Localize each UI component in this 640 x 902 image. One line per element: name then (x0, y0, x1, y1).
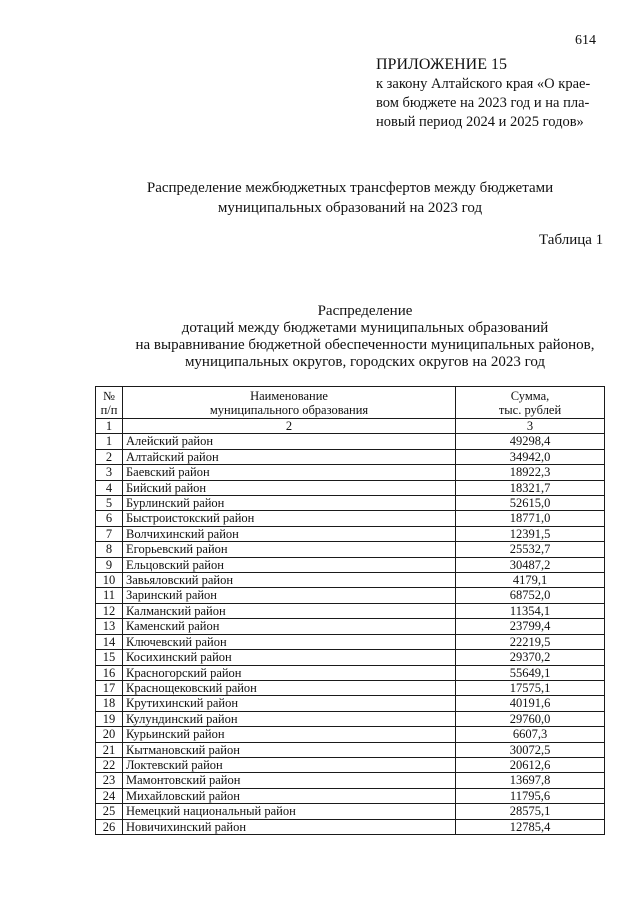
row-sum-cell: 4179,1 (456, 573, 605, 588)
table-title (60, 303, 640, 371)
row-name-cell: Михайловский район (123, 788, 456, 803)
row-number-cell: 23 (96, 773, 123, 788)
row-sum-cell: 34942,0 (456, 449, 605, 464)
row-number-cell: 26 (96, 819, 123, 834)
table-title-line: муниципальных округов, городских округов на 2023 год (184, 354, 546, 370)
document-title (60, 178, 640, 218)
row-name-cell: Локтевский район (123, 757, 456, 772)
row-name-cell: Мамонтовский район (123, 773, 456, 788)
row-sum-cell: 11354,1 (456, 603, 605, 618)
table-row (96, 603, 605, 618)
row-number-cell: 16 (96, 665, 123, 680)
row-name-cell: Заринский район (123, 588, 456, 603)
row-name-cell: Бурлинский район (123, 496, 456, 511)
row-number-cell: 14 (96, 634, 123, 649)
row-name-cell: Крутихинский район (123, 696, 456, 711)
row-number-cell: 5 (96, 496, 123, 511)
row-sum-cell: 28575,1 (456, 804, 605, 819)
row-sum-cell: 12785,4 (456, 819, 605, 834)
row-number-cell: 13 (96, 619, 123, 634)
header-number-line: п/п (100, 403, 118, 417)
table-row (96, 742, 605, 757)
table-title-line: Распределение (317, 303, 413, 319)
header-name-line: муниципального образования (209, 403, 369, 417)
row-number-cell: 22 (96, 757, 123, 772)
row-number-cell: 9 (96, 557, 123, 572)
row-number-cell: 8 (96, 542, 123, 557)
row-name-cell: Кулундинский район (123, 711, 456, 726)
row-number-cell: 24 (96, 788, 123, 803)
table-row (96, 511, 605, 526)
header-number (96, 387, 123, 419)
row-number-cell: 20 (96, 727, 123, 742)
row-number-cell: 12 (96, 603, 123, 618)
row-sum-cell: 25532,7 (456, 542, 605, 557)
row-number-cell: 17 (96, 680, 123, 695)
row-name-cell: Алейский район (123, 434, 456, 449)
row-sum-cell: 23799,4 (456, 619, 605, 634)
row-sum-cell: 18771,0 (456, 511, 605, 526)
table-row (96, 557, 605, 572)
row-name-cell: Алтайский район (123, 449, 456, 464)
row-number-cell: 25 (96, 804, 123, 819)
table-row (96, 588, 605, 603)
row-sum-cell: 18321,7 (456, 480, 605, 495)
table-row (96, 496, 605, 511)
row-number-cell: 1 (96, 434, 123, 449)
row-name-cell: Быстроистокский район (123, 511, 456, 526)
table-row (96, 465, 605, 480)
appendix-line: к закону Алтайского края «О крае- (376, 76, 591, 92)
row-name-cell: Ключевский район (123, 634, 456, 649)
column-index-cell: 1 (96, 419, 123, 434)
row-sum-cell: 49298,4 (456, 434, 605, 449)
row-name-cell: Калманский район (123, 603, 456, 618)
row-sum-cell: 30487,2 (456, 557, 605, 572)
row-name-cell: Завьяловский район (123, 573, 456, 588)
row-name-cell: Егорьевский район (123, 542, 456, 557)
column-index-row (96, 419, 605, 434)
table-row (96, 696, 605, 711)
table-row (96, 804, 605, 819)
row-name-cell: Бийский район (123, 480, 456, 495)
header-sum-line: тыс. рублей (498, 403, 562, 417)
row-sum-cell: 18922,3 (456, 465, 605, 480)
table-row (96, 434, 605, 449)
header-number-line: № (103, 389, 115, 403)
table-row (96, 665, 605, 680)
appendix-title: ПРИЛОЖЕНИЕ 15 (376, 56, 508, 73)
table-row (96, 573, 605, 588)
table-header-row (96, 387, 605, 419)
page-number: 614 (575, 33, 596, 48)
table-row (96, 711, 605, 726)
row-number-cell: 10 (96, 573, 123, 588)
table-row (96, 634, 605, 649)
table-title-line: дотаций между бюджетами муниципальных образований (181, 320, 549, 336)
table-row (96, 449, 605, 464)
row-name-cell: Волчихинский район (123, 526, 456, 541)
header-name (123, 387, 456, 419)
row-name-cell: Кытмановский район (123, 742, 456, 757)
row-sum-cell: 40191,6 (456, 696, 605, 711)
row-number-cell: 2 (96, 449, 123, 464)
row-name-cell: Немецкий национальный район (123, 804, 456, 819)
table-row (96, 757, 605, 772)
row-sum-cell: 13697,8 (456, 773, 605, 788)
row-sum-cell: 20612,6 (456, 757, 605, 772)
column-index-cell: 3 (456, 419, 605, 434)
appendix-line: новый период 2024 и 2025 годов» (376, 114, 584, 130)
table-label: Таблица 1 (539, 232, 604, 248)
header-name-line: Наименование (250, 389, 328, 403)
row-sum-cell: 17575,1 (456, 680, 605, 695)
table-row (96, 680, 605, 695)
table-row (96, 819, 605, 834)
row-name-cell: Ельцовский район (123, 557, 456, 572)
table-row (96, 788, 605, 803)
distribution-table (95, 386, 605, 835)
row-sum-cell: 55649,1 (456, 665, 605, 680)
row-name-cell: Баевский район (123, 465, 456, 480)
table-row (96, 773, 605, 788)
row-number-cell: 11 (96, 588, 123, 603)
document-title-line: муниципальных образований на 2023 год (217, 200, 483, 216)
row-name-cell: Каменский район (123, 619, 456, 634)
row-number-cell: 3 (96, 465, 123, 480)
table-title-line: на выравнивание бюджетной обеспеченности муниципальных районов, (135, 337, 595, 353)
row-sum-cell: 52615,0 (456, 496, 605, 511)
document-title-line: Распределение межбюджетных трансфертов между бюджетами (146, 180, 554, 196)
row-number-cell: 4 (96, 480, 123, 495)
row-name-cell: Новичихинский район (123, 819, 456, 834)
row-number-cell: 7 (96, 526, 123, 541)
row-sum-cell: 29760,0 (456, 711, 605, 726)
table-row (96, 650, 605, 665)
row-sum-cell: 11795,6 (456, 788, 605, 803)
table-row (96, 619, 605, 634)
column-index-cell: 2 (123, 419, 456, 434)
row-name-cell: Косихинский район (123, 650, 456, 665)
row-sum-cell: 68752,0 (456, 588, 605, 603)
row-sum-cell: 22219,5 (456, 634, 605, 649)
row-sum-cell: 6607,3 (456, 727, 605, 742)
table-row (96, 480, 605, 495)
row-sum-cell: 30072,5 (456, 742, 605, 757)
appendix-block (376, 55, 626, 132)
appendix-line: вом бюджете на 2023 год и на пла- (376, 95, 590, 111)
table-row (96, 526, 605, 541)
row-number-cell: 21 (96, 742, 123, 757)
header-sum (456, 387, 605, 419)
header-sum-line: Сумма, (510, 389, 550, 403)
row-sum-cell: 29370,2 (456, 650, 605, 665)
row-number-cell: 6 (96, 511, 123, 526)
row-name-cell: Краснощековский район (123, 680, 456, 695)
table-row (96, 542, 605, 557)
row-name-cell: Красногорский район (123, 665, 456, 680)
row-number-cell: 15 (96, 650, 123, 665)
row-number-cell: 19 (96, 711, 123, 726)
row-name-cell: Курьинский район (123, 727, 456, 742)
row-number-cell: 18 (96, 696, 123, 711)
row-sum-cell: 12391,5 (456, 526, 605, 541)
table-row (96, 727, 605, 742)
